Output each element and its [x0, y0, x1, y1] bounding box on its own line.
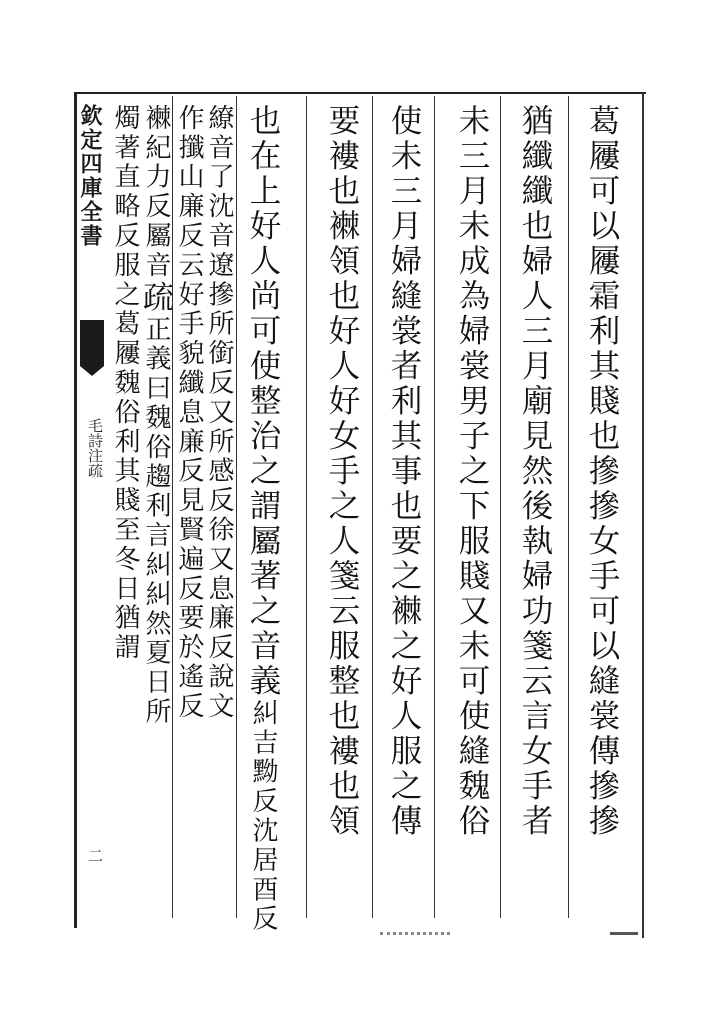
- text-segment: 猶纖纖也婦人三月廟見然後執婦功箋云言女手者: [517, 104, 553, 839]
- text-segment: 要褸也襋領也好人好女手之人箋云服整也褸也領: [324, 104, 360, 839]
- margin-book-name: 毛詩注疏: [86, 418, 104, 478]
- bottom-mark: [610, 932, 638, 938]
- text-column: [110, 104, 140, 914]
- text-segment: 未三月未成為婦裳男子之下服賤又未可使縫魏俗: [454, 104, 490, 839]
- text-segment: 葛屨可以屨霜利其賤也摻摻女手可以縫裳傳摻摻: [584, 104, 620, 839]
- text-segment: 繚音了沈音遼摻所銜反又所感反徐又息廉反說文: [204, 104, 234, 722]
- fishtail-mark-icon: [80, 320, 104, 366]
- text-column: [245, 104, 281, 935]
- column-divider: [372, 96, 373, 918]
- column-divider: [306, 96, 307, 918]
- text-segment: 糾吉黝反沈居酉反: [248, 699, 278, 935]
- text-column: [204, 104, 234, 914]
- text-column: [140, 104, 172, 914]
- folio-number: 二: [86, 848, 104, 863]
- text-segment: 燭著直略反服之葛屨魏俗利其賤至冬日猶謂: [110, 104, 140, 663]
- margin-header: 欽定四庫全書: [77, 104, 103, 248]
- text-segment: 使未三月婦縫裳者利其事也要之襋之好人服之傳: [386, 104, 422, 839]
- column-divider: [568, 96, 569, 918]
- column-divider: [172, 96, 173, 918]
- text-column: [515, 104, 555, 914]
- text-column: [322, 104, 362, 914]
- bottom-mark: [380, 932, 450, 938]
- text-segment: 疏: [138, 280, 174, 316]
- column-divider: [236, 96, 237, 918]
- column-divider: [500, 96, 501, 918]
- text-column: [582, 104, 622, 914]
- text-segment: 襋紀力反屬音: [141, 104, 171, 281]
- frame-right-border: [642, 92, 644, 938]
- text-segment: 音義: [245, 629, 281, 699]
- text-column: [174, 104, 204, 914]
- text-segment: 正義曰魏俗趨利言糾糾然夏日所: [141, 315, 171, 728]
- text-segment: 作攕山廉反云好手貌纖息廉反見賢遍反要於遙反: [174, 104, 204, 722]
- text-column: [384, 104, 424, 914]
- text-column: [452, 104, 492, 914]
- text-segment: 也在上好人尚可使整治之謂屬著之: [245, 104, 281, 629]
- column-divider: [434, 96, 435, 918]
